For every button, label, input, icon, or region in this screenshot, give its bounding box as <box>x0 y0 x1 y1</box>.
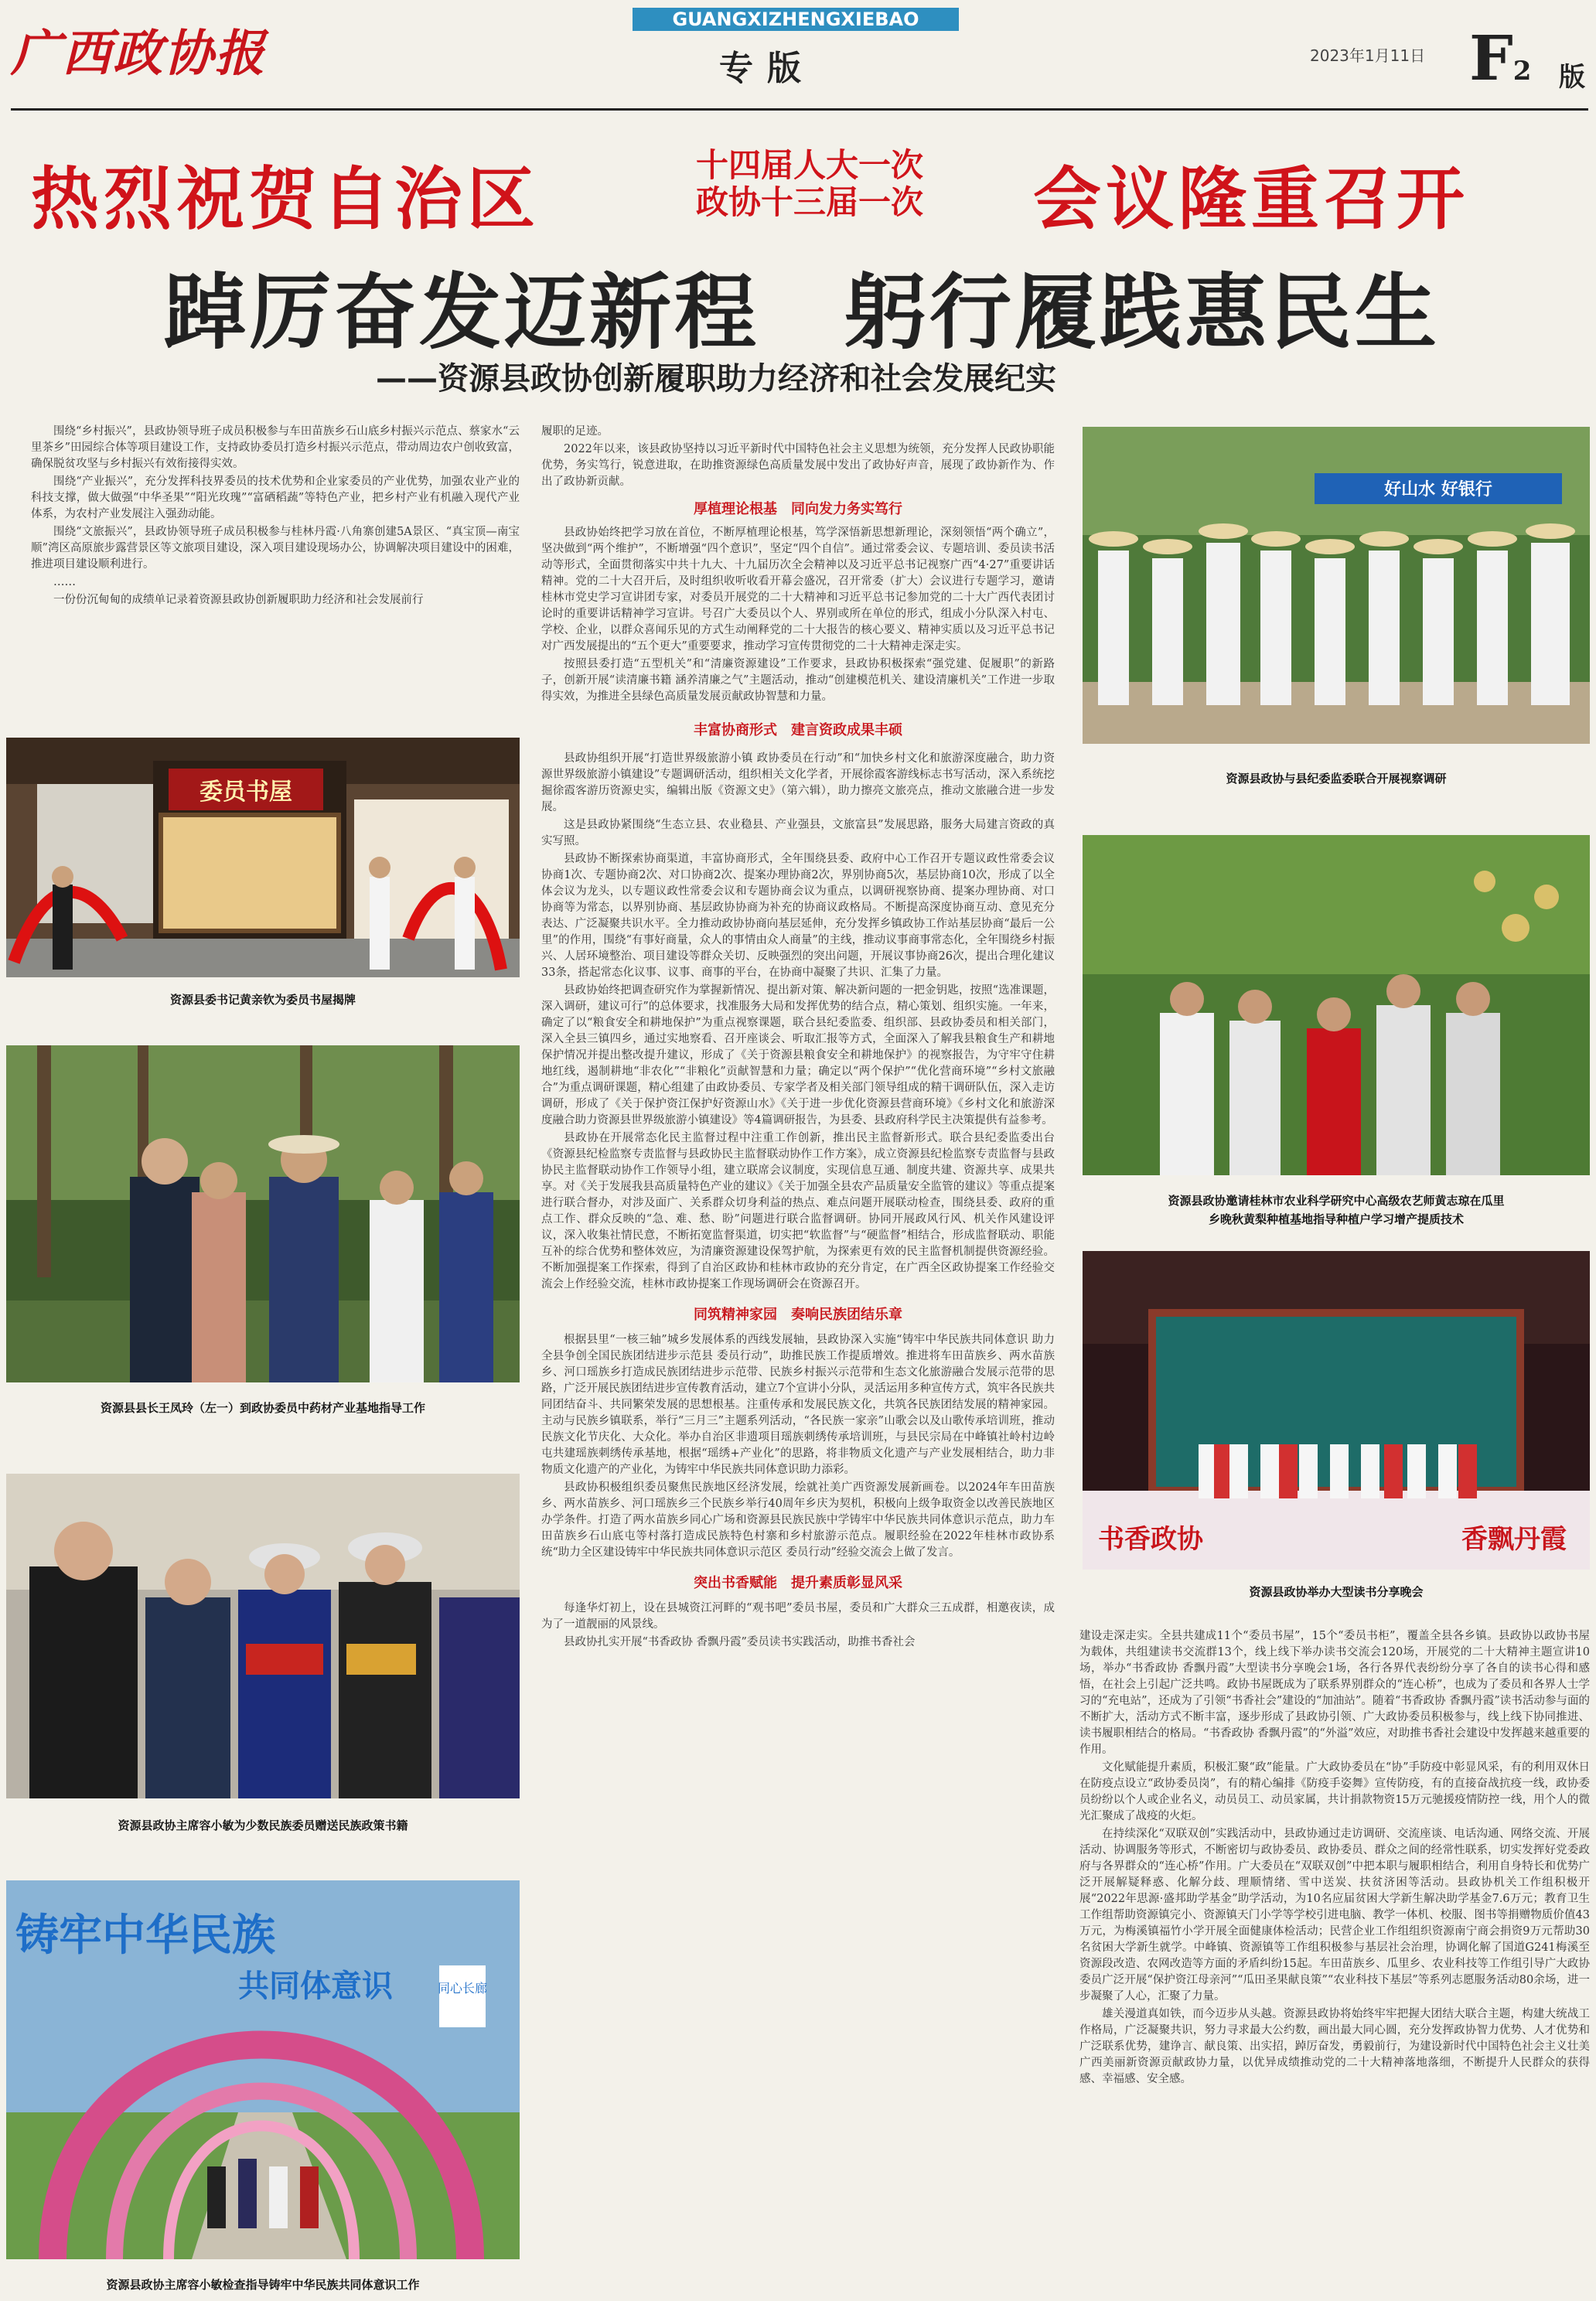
paragraph: 履职的足迹。 <box>541 425 609 438</box>
paragraph: 根据县里“一核三轴”城乡发展体系的西线发展轴，县政协深入实施“铸牢中华民族共同体意识 助力全县争创全国民族团结进步示范县 委员行动”，助推民族工作提质增效。推进将车田苗族乡、两水苗族乡、河口瑶族乡打造成民族团结进步示范带、民族乡村振兴示范带和生态文化旅游融合发展示范带的思路，广泛开展民族团结进步宣传教育活动，建立7个宣讲小分队，灵活运用多种宣传方式，筑牢各民族共同团结奋斗、共同繁荣发展的思想根基。注重传承和发展民族文化，共筑各民族团结发展的精神家园。主动与民族乡镇联系，举行“三月三”主题系列活动，“各民族一家亲”山歌会以及山歌传承培训班，推动民族文化节庆化、大众化。举办自治区非遗项目瑶族刺绣传承培训班，与县民宗局在中峰镇社岭村边岭屯共建瑶族刺绣传承基地，根据“瑶绣+产业化”的思路，将非物质文化遗产与产业发展相结合，助力非物质文化遗产的产业化，为铸牢中华民族共同体意识助力添彩。 <box>541 1334 1055 1476</box>
main-title: 踔厉奋发迈新程 躬行履践惠民生 <box>164 265 1440 360</box>
arch-title: 铸牢中华民族 <box>15 1911 275 1961</box>
photo-bookstore-unveiling <box>6 738 520 977</box>
section-heading: 突出书香赋能 提升素质彰显风采 <box>694 1575 902 1591</box>
photo-caption-line2: 乡晚秋黄梨种植基地指导种植户学习增产提质技术 <box>1208 1212 1464 1226</box>
article-col1-text <box>31 424 520 671</box>
photo-pear-orchard <box>1083 835 1590 1175</box>
header-rule <box>11 108 1588 111</box>
photo-caption: 资源县政协主席容小敏为少数民族委员赠送民族政策书籍 <box>118 1819 408 1832</box>
paragraph: 围绕“文旅振兴”，县政协领导班子成员积极参与桂林丹霞·八角寨创建5A景区、“真宝顶—南宝顺”湾区高原旅步露营景区等文旅项目建设，深入项目建设现场办公，协调解决项目建设中的困难，推进项目建设顺利进行。 <box>31 526 520 571</box>
photo-caption: 资源县政协举办大型读书分享晚会 <box>1249 1585 1424 1599</box>
photo-caption: 资源县委书记黄亲钦为委员书屋揭牌 <box>169 993 356 1007</box>
paragraph: 县政协积极组织委员聚焦民族地区经济发展，绘就社美广西资源发展新画卷。以2024年车田苗族乡、两水苗族乡、河口瑶族乡三个民族乡举行40周年乡庆为契机，积极向上级争取资金以改善民族地区办学条件。打造了两水苗族乡同心广场和资源县民族民族中学铸牢中华民族共同体意识示范点，助力车田苗族乡石山底屯等村落打造成民族特色村寨和乡村旅游示范点。履职经验在2022年桂林市政协系统“助力全区建设铸牢中华民族共同体意识示范区 委员行动”经验交流会上做了发言。 <box>541 1481 1055 1559</box>
paragraph: 县政协始终把调查研究作为掌握新情况、提出新对策、解决新问题的一把金钥匙，按照“选准课题，深入调研，建议可行”的总体要求，找准服务大局和发挥优势的结合点，精心策划、组织实施。一年来，确定了以“粮食安全和耕地保护”为重点视察课题，联合县纪委监委、组织部、县政协委员和相关部门，深入全县三镇四乡，通过实地察看、召开座谈会、听取汇报等方式，全面深入了解我县粮食生产和耕地保护情况并提出整改提升建议，形成了《关于资源县粮食安全和耕地保护》的视察报告，为守牢守住耕地红线，遏制耕地“非农化”“非粮化”贡献智慧和力量；确定以“两个保护”“优化营商环境”“乡村文旅融合”为重点调研课题，精心组建了由政协委员、专家学者及相关部门领导组成的精干调研队伍，深入走访调研，形成了《关于保护资江保护好资源山水》《关于进一步优化资源县营商环境》《乡村文化和旅游深度融合助力资源县世界级旅游小镇建设》等4篇调研报告，为县委、县政府科学民主决策提供有益参考。 <box>541 984 1055 1127</box>
paragraph: 县政协扎实开展“书香政协 香飘丹霞”委员读书实践活动，助推书香社会 <box>564 1636 916 1648</box>
headline-left: 热烈祝贺自治区 <box>31 159 541 239</box>
paragraph: 一份份沉甸甸的成绩单记录着资源县政协创新履职助力经济和社会发展前行 <box>53 594 424 606</box>
photo-ethnic-books <box>6 1474 520 1798</box>
section-heading: 厚植理论根基 同向发力务实笃行 <box>694 501 902 517</box>
headline-mid-line2: 政协十三届一次 <box>696 183 924 221</box>
arch-subtitle: 共同体意识 <box>238 1969 393 2004</box>
headline-mid <box>696 147 923 221</box>
page-digit: 2 <box>1512 56 1532 87</box>
masthead-logo: 广西政协报 <box>11 25 266 83</box>
photo-mayor-herb-base <box>6 1045 520 1382</box>
photo-caption: 资源县县长王凤玲（左一）到政协委员中药材产业基地指导工作 <box>100 1401 425 1415</box>
shop-sign: 委员书屋 <box>200 779 292 806</box>
main-subtitle: ——资源县政协创新履职助力经济和社会发展纪实 <box>376 361 1056 397</box>
paragraph: 按照县委打造“五型机关”和“清廉资源建设”工作要求，县政协积极探索“强党建、促履职”的新路子，创新开展“读清廉书籍 涵养清廉之气”主题活动，推动“创建模范机关、建设清廉机关”工作进一步取得实效，为推进全县绿色高质量发展贡献政协智慧和力量。 <box>541 658 1055 703</box>
photo-joint-inspection <box>1083 427 1590 744</box>
photo-unity-arch <box>6 1880 520 2259</box>
page-label: 版 <box>1559 62 1585 93</box>
paragraph: 2022年以来，该县政协坚持以习近平新时代中国特色社会主义思想为统领，充分发挥人民政协职能优势，务实笃行，锐意进取，在助推资源绿色高质量发展中发出了政协好声音，展现了政协新作为、作出了政协新贡献。 <box>541 443 1055 488</box>
paragraph: …… <box>53 576 76 588</box>
section-heading: 丰富协商形式 建言资政成果丰硕 <box>694 722 902 738</box>
section-label: 专版 <box>719 49 815 88</box>
paragraph: 在持续深化“双联双创”实践活动中，县政协通过走访调研、交流座谈、电话沟通、网络交流、开展活动、协调服务等形式，不断密切与政协委员、政协委员、群众之间的经常性联系，切实发挥好党委政府与各界群众的“连心桥”作用。广大委员在“双联双创”中把本职与履职相结合，利用自身特长和优势广泛开展解疑释惑、化解分歧、理顺情绪、雪中送炭、扶贫济困等活动。县政协机关工作组积极开展“2022年思源·盛邦助学基金”助学活动，为10名应届贫困大学新生解决助学基金7.6万元；教育卫生工作组帮助资源镇完小、资源镇天门小学等学校引进电脑、教学一体机、校服、图书等捐赠物质价值43万元，为梅溪镇福竹小学开展全面健康体检活动；民营企业工作组组织资源南宁商会捐资9万元帮助30名贫困大学新生就学。中峰镇、资源镇等工作组积极参与基层社会治理，协调化解了国道G241梅溪至资源段改造、农网改造等方面的矛盾纠纷15起。车田苗族乡、瓜里乡、农业科技等工作组引导广大政协委员广泛开展“保护资江母亲河”“瓜田圣果献良策”“农业科技下基层”等系列志愿服务活动80余场，进一步凝聚了人心，汇聚了力量。 <box>1079 1828 1590 2003</box>
masthead-pinyin: GUANGXIZHENGXIEBAO <box>633 8 959 31</box>
issue-date: 2023年1月11日 <box>1310 46 1426 65</box>
section-heading: 同筑精神家园 奏响民族团结乐章 <box>694 1307 902 1323</box>
photo-caption: 资源县政协与县纪委监委联合开展视察调研 <box>1226 772 1447 786</box>
arch-tag: 同心长廊 <box>437 1981 488 1996</box>
article-col3-text <box>1079 1628 1590 2293</box>
paragraph: 县政协在开展常态化民主监督过程中注重工作创新，推出民主监督新形式。联合县纪委监委出台《资源县纪检监察专责监督与县政协民主监督联动协作工作方案》，成立资源县纪检监察专责监督与县政协民主监督联动协作工作领导小组，建立联席会议制度，实现信息互通、制度共建、资源共享、成果共享。对《关于发展我县高质量特色产业的建议》《关于加强全县农产品质量安全监管的建议》等重点提案进行联合督办，对涉及面广、关系群众切身利益的热点、难点问题开展联动检查，围绕县委、政府的重点工作、群众反映的“急、难、愁、盼”问题进行联合监督调研。协同开展政风行风、机关作风建设评议，深入收集社情民意，不断拓宽监督渠道，切实把“软监督”与“硬监督”相结合，形成监督联动、职能互补的综合优势和整体效应，为清廉资源建设保驾护航，为探索更有效的民主监督机制提供资源经验。不断加强提案工作探索，得到了自治区政协和桂林市政协的充分肯定，在广西全区政协提案工作经验交流会上作经验交流，桂林市政协提案工作现场调研会在资源召开。 <box>541 1132 1055 1290</box>
photo-caption: 资源县政协主席容小敏检查指导铸牢中华民族共同体意识工作 <box>106 2278 420 2292</box>
paragraph: 围绕“乡村振兴”，县政协领导班子成员积极参与车田苗族乡石山底乡村振兴示范点、蔡家水“云里茶乡”田园综合体等项目建设工作，支持政协委员打造乡村振兴示范点，带动周边农户创收致富，确保脱贫攻坚与乡村振兴有效衔接得实效。 <box>31 425 520 470</box>
paragraph: 雄关漫道真如铁，而今迈步从头越。资源县政协将始终牢牢把握大团结大联合主题，构建大统战工作格局，广泛凝聚共识，努力寻求最大公约数，画出最大同心圆，充分发挥政协智力优势、人才优势和广泛联系优势，建诤言、献良策、出实招，踔厉奋发，勇毅前行，为建设新时代中国特色社会主义壮美广西美丽新资源贡献政协力量，以优异成绩推动党的二十大精神落地落细，不断提升人民群众的获得感、幸福感、安全感。 <box>1079 2008 1590 2085</box>
headline-right: 会议隆重召开 <box>1033 159 1470 239</box>
paragraph: 县政协组织开展“打造世界级旅游小镇 政协委员在行动”和“加快乡村文化和旅游深度融合，助力资源世界级旅游小镇建设”专题调研活动，组织相关文化学者，开展徐霞客游线标志书写活动，深入系统挖掘徐霞客游历资源史实，编辑出版《资源文史》（第六辑），助力擦亮文旅亮点，推动文旅融合进一步发展。 <box>541 752 1055 813</box>
headline-mid-line1: 十四届人大一次 <box>696 146 924 184</box>
article-col2-text <box>541 424 1055 2290</box>
paragraph: 县政协不断探索协商渠道，丰富协商形式，全年围绕县委、政府中心工作召开专题议政性常委会议协商1次、专题协商2次、对口协商2次、提案办理协商2次，界别协商5次，基层协商10次，形成了以全体会议为龙头，以专题议政性常委会议和专题协商会议为重点，以调研视察协商、提案办理协商、对口协商等为常态，以界别协商、基层政协协商为补充的协商议政格局。不断提高深度协商互动、意见充分表达、广泛凝聚共识水平。全力推动政协协商向基层延伸，充分发挥乡镇政协工作站基层协商“最后一公里”的作用，围绕“有事好商量，众人的事情由众人商量”的主线，推动议事商事常态化，全年围绕乡村振兴、人居环境整治、项目建设等群众关切、反映强烈的突出问题，开展议事协商26次，提出合理化建议33条，搭起常态化议事、议事、商事的平台，在协商中凝聚了共识、汇集了力量。 <box>541 853 1055 979</box>
page-number <box>1469 22 1531 94</box>
page-letter: F <box>1469 22 1513 94</box>
photo-caption-line1: 资源县政协邀请桂林市农业科学研究中心高级农艺师黄志琼在瓜里 <box>1168 1194 1505 1208</box>
photo-reading-gala <box>1083 1251 1590 1570</box>
paragraph: 这是县政协紧围绕“生态立县、农业稳县、产业强县，文旅富县”发展思路，服务大局建言资政的真实写照。 <box>541 819 1055 847</box>
paragraph: 文化赋能提升素质，积极汇聚“政”能量。广大政协委员在“协”手防疫中彰显风采，有的利用双休日在防疫点设立“政协委员岗”，有的精心编排《防疫手姿舞》宣传防疫，有的直接奋战抗疫一线，政协委员纷纷以个人或企业名义，动员员工、动员家属，共计捐款物资15万元驰援疫情防控一线，用个人的微光汇聚成了战疫的火炬。 <box>1079 1761 1590 1822</box>
stage-banner-right: 香飘丹霞 <box>1461 1524 1567 1555</box>
paragraph: 建设走深走实。全县共建成11个“委员书屋”，15个“委员书柜”，覆盖全县各乡镇。县政协以政协书屋为载体，共组建读书交流群13个，线上线下举办读书交流会120场，开展党的二十大精神主题宣讲10场，举办“书香政协 香飘丹霞”大型读书分享晚会1场，各行各界代表纷纷分享了各自的读书心得和感悟，在社会上引起广泛共鸣。政协书屋既成为了联系界别群众的“连心桥”，也成为了委员和各界人士学习的“充电站”，还成为了引领“书香社会”建设的“加油站”。随着“书香政协 香飘丹霞”读书活动参与面的不断扩大，活动方式不断丰富，逐步形成了县政协引领、广大政协委员积极参与，线上线下协同推进、读书履职相结合的格局。“书香政协 香飘丹霞”的“外溢”效应，对助推书香社会建设中发挥越来越重要的作用。 <box>1079 1630 1590 1756</box>
paragraph: 每逢华灯初上，设在县城资江河畔的“观书吧”委员书屋，委员和广大群众三五成群，相邀夜读，成为了一道靓丽的风景线。 <box>541 1602 1055 1631</box>
stage-banner-left: 书香政协 <box>1098 1524 1203 1555</box>
paragraph: 县政协始终把学习放在首位，不断厚植理论根基，笃学深悟新思想新理论，深刻领悟“两个确立”，坚决做到“两个维护”，不断增强“四个意识”，坚定“四个自信”。通过常委会议、专题培训、委员读书活动等形式，全面贯彻落实中共十九大、十九届历次全会精神以及习近平总书记视察广西“4·27”重要讲话精神。党的二十大召开后，及时组织收听收看开幕会盛况，召开常委（扩大）会议进行专题学习，邀请桂林市党史学习宣讲团专家，对委员开展党的二十大精神和习近平总书记参加党的二十大广西代表团讨论时的重要讲话精神学习宣讲。号召广大委员以个人、界别或所在单位的形式，组成小分队深入村屯、学校、企业，以群众喜闻乐见的方式生动阐释党的二十大报告的核心要义、精神实质以及习近平总书记对广西发展提出的“五个更大”重要要求，推动学习宣传贯彻党的二十大精神走深走实。 <box>541 527 1055 653</box>
banner-text: 好山水 好银行 <box>1384 480 1492 499</box>
paragraph: 围绕“产业振兴”，充分发挥科技界委员的技术优势和企业家委员的产业优势，加强农业产业的科技支撑，做大做强“中华圣果”“阳光玫瑰”“富硒稻蔬”等特色产业，把乡村产业有机融入现代产业体系，为农村产业发展注入强劲动能。 <box>31 476 520 520</box>
